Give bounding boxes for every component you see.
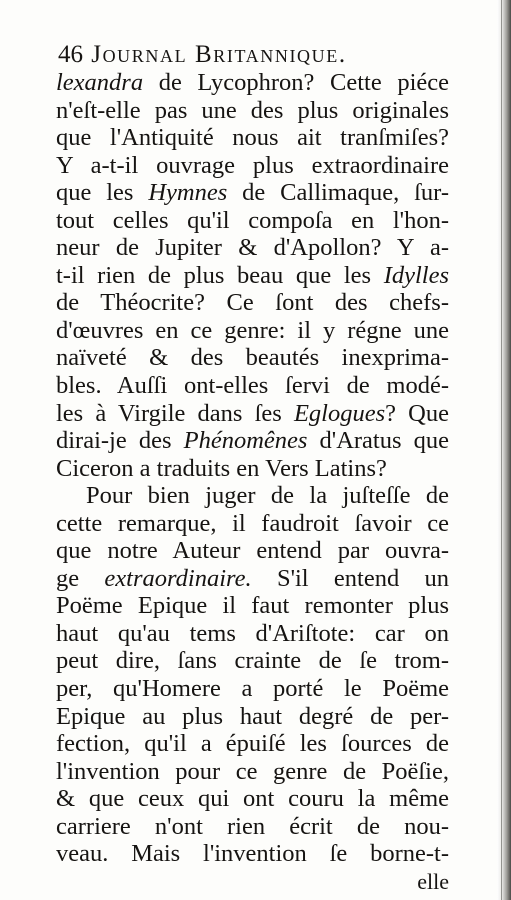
text-run: l'invention pour ce genre de Poëſie, — [56, 757, 449, 785]
italic-text: lexandra — [56, 69, 144, 96]
text-run: S'il entend un — [251, 564, 449, 592]
text-line — [56, 675, 449, 703]
text-run: n'eſt-elle pas une des plus originales — [56, 96, 449, 124]
text-line — [56, 400, 449, 428]
text-run: Ciceron a traduits en Vers Latins? — [56, 454, 387, 482]
text-line — [56, 647, 449, 675]
text-run: carriere n'ont rien écrit de nou- — [56, 812, 449, 840]
text-run: Epique au plus haut degré de per- — [56, 702, 449, 730]
text-run: que notre Auteur entend par ouvra- — [56, 537, 449, 565]
text-run: cette remarque, il faudroit ſavoir ce — [56, 509, 449, 537]
text-run: de Lycophron? Cette piéce — [143, 69, 449, 96]
text-run: de Callimaque, ſur- — [227, 179, 449, 207]
italic-text: Hymnes — [148, 179, 228, 207]
text-line — [56, 565, 449, 593]
italic-text: Phénomênes — [183, 427, 308, 455]
text-run: neur de Jupiter & d'Apollon? Y a- — [56, 234, 449, 262]
catchword: elle — [417, 868, 449, 894]
running-title: Journal Britannique. — [91, 41, 347, 68]
text-line — [56, 97, 449, 125]
text-run: de Théocrite? Ce ſont des chefs- — [56, 289, 449, 317]
text-run: ge — [56, 564, 105, 592]
text-run: veau. Mais l'invention ſe borne-t- — [56, 840, 449, 868]
text-line — [56, 372, 449, 400]
text-run: & que ceux qui ont couru la même — [56, 785, 449, 813]
text-line — [56, 317, 449, 345]
text-run: Poëme Epique il faut remonter plus — [56, 592, 449, 620]
text-line — [56, 179, 449, 207]
text-line — [56, 840, 449, 868]
text-line — [56, 730, 449, 758]
text-line — [56, 813, 449, 841]
text-line — [56, 207, 449, 235]
text-run: fection, qu'il a épuiſé les ſources de — [56, 730, 449, 758]
text-run: t-il rien de plus beau que les — [56, 261, 384, 289]
text-run: ? Que — [385, 399, 449, 427]
text-line — [56, 703, 449, 731]
italic-text: Eglogues — [293, 399, 386, 427]
text-line — [56, 69, 449, 97]
text-line — [56, 620, 449, 648]
text-run: per, qu'Homere a porté le Poëme — [56, 675, 449, 703]
text-run: dirai-je des — [56, 427, 184, 455]
text-line — [56, 592, 449, 620]
text-run: que l'Antiquité nous ait tranſmiſes? — [56, 124, 449, 152]
text-run: d'œuvres en ce genre: il y régne une — [56, 316, 449, 344]
text-line — [56, 455, 449, 483]
text-run: tout celles qu'il compoſa en l'hon- — [56, 206, 449, 234]
text-run: naïveté & des beautés inexprima- — [56, 344, 449, 372]
text-line — [56, 344, 449, 372]
text-run: bles. Auſſi ont-elles ſervi de modé- — [56, 372, 449, 400]
text-line — [56, 152, 449, 180]
italic-text: extraordinaire. — [104, 564, 252, 592]
text-run: Y a-t-il ouvrage plus extraordinaire — [56, 151, 449, 179]
text-line — [56, 289, 449, 317]
text-run: les à Virgile dans ſes — [56, 399, 294, 427]
text-run: d'Aratus que — [307, 427, 449, 455]
text-line — [56, 510, 449, 538]
running-head — [58, 38, 450, 72]
text-line — [56, 427, 449, 455]
text-line — [56, 262, 449, 290]
page-gutter-edge — [497, 0, 511, 900]
gutter-line — [501, 0, 502, 900]
text-line — [56, 785, 449, 813]
text-run: que les — [56, 179, 149, 207]
text-line — [56, 482, 449, 510]
text-line — [56, 537, 449, 565]
text-block — [56, 69, 449, 895]
text-run: haut qu'au tems d'Ariſtote: car on — [56, 619, 449, 647]
text-run: peut dire, ſans crainte de ſe trom- — [56, 647, 449, 675]
text-line — [56, 234, 449, 262]
text-line — [56, 758, 449, 786]
page-number: 46 — [58, 41, 83, 68]
italic-text: Idylles — [383, 261, 449, 289]
text-run: Pour bien juger de la juſteſſe de — [86, 482, 449, 510]
text-line — [56, 124, 449, 152]
